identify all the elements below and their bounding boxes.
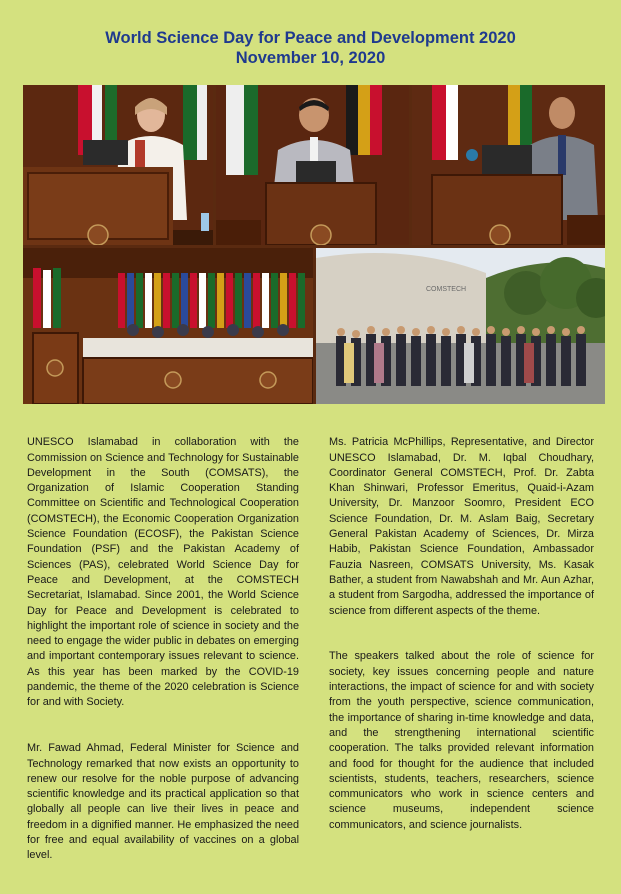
- photo-speaker-minister: [216, 85, 409, 245]
- page-title: [0, 28, 621, 68]
- photo-collage: [23, 85, 605, 404]
- right-paragraph-2: The speakers talked about the role of science for society, key issues concerning people and nature interactions, the impact of science for and with society from the youth perspective, science communication, the importance of sharing in-time knowledge and data, and the strengthening international scientific cooperation. The talks provided relevant information and food for thought for the audience that included scientists, students, teachers, researchers, science communicators who work in science centers and science museums, independent science communicators, and science journalists.: [329, 650, 594, 831]
- right-text-column: [329, 420, 594, 864]
- title-line-2: November 10, 2020: [235, 49, 386, 67]
- photo-group-outdoor: [316, 248, 605, 404]
- photo-conference-hall: [23, 248, 313, 404]
- left-paragraph-1: UNESCO Islamabad in collaboration with the Commission on Science and Technology for Sustainable Development in the South (COMSATS), the Organization of Islamic Cooperation Standing Committee on Scientific and Technological Cooperation (COMSTECH), the Economic Cooperation Organization Science Foundation (ECOSF), the Pakistan Science Foundation (PSF) and the Pakistan Academy of Sciences (PAS), celebrated World Science Day for Peace and Development, at the COMSTECH Secretariat, Islamabad. Since 2001, the World Science Day for Peace and Development is celebrated to highlight the important role of science in society and the need to engage the wider public in debates on emerging and important contemporary issues relevant to science. As this year has been marked by the COVID-19 pandemic, the theme of the 2020 celebration is Science for and with Society.: [27, 436, 299, 709]
- left-paragraph-2: Mr. Fawad Ahmad, Federal Minister for Science and Technology remarked that now exists an opportunity to renew our resolve for the noble purpose of advancing scientific knowledge and its practical application so that globally all people can live their lives in peace and freedom in a dignified manner. He emphasized the need for free and equal availability of vaccines on a global level.: [27, 742, 299, 862]
- photo-speaker-woman: [23, 85, 213, 245]
- title-line-1: World Science Day for Peace and Development 2020: [105, 29, 516, 47]
- building-sign: COMSTECH: [426, 286, 467, 293]
- left-text-column: [27, 420, 299, 894]
- photo-speaker-coordinator: [412, 85, 605, 245]
- right-paragraph-1: Ms. Patricia McPhillips, Representative, and Director UNESCO Islamabad, Dr. M. Iqbal Choudhary, Coordinator General COMSTECH, Prof. Dr. Zabta Khan Shinwari, Professor Emeritus, Quaid-i-Azam University, Dr. Manzoor Soomro, President ECO Science Foundation, Dr. M. Aslam Baig, Secretary General Pakistan Academy of Sciences, Dr. Mirza Habib, Pakistan Science Foundation, Ambassador Fauzia Nasreen, COMSATS University, Ms. Kasak Bather, a student from Nawabshah and Mr. Aun Azhar, a student from Sargodha, addressed the importance of science from different aspects of the theme.: [329, 436, 594, 617]
